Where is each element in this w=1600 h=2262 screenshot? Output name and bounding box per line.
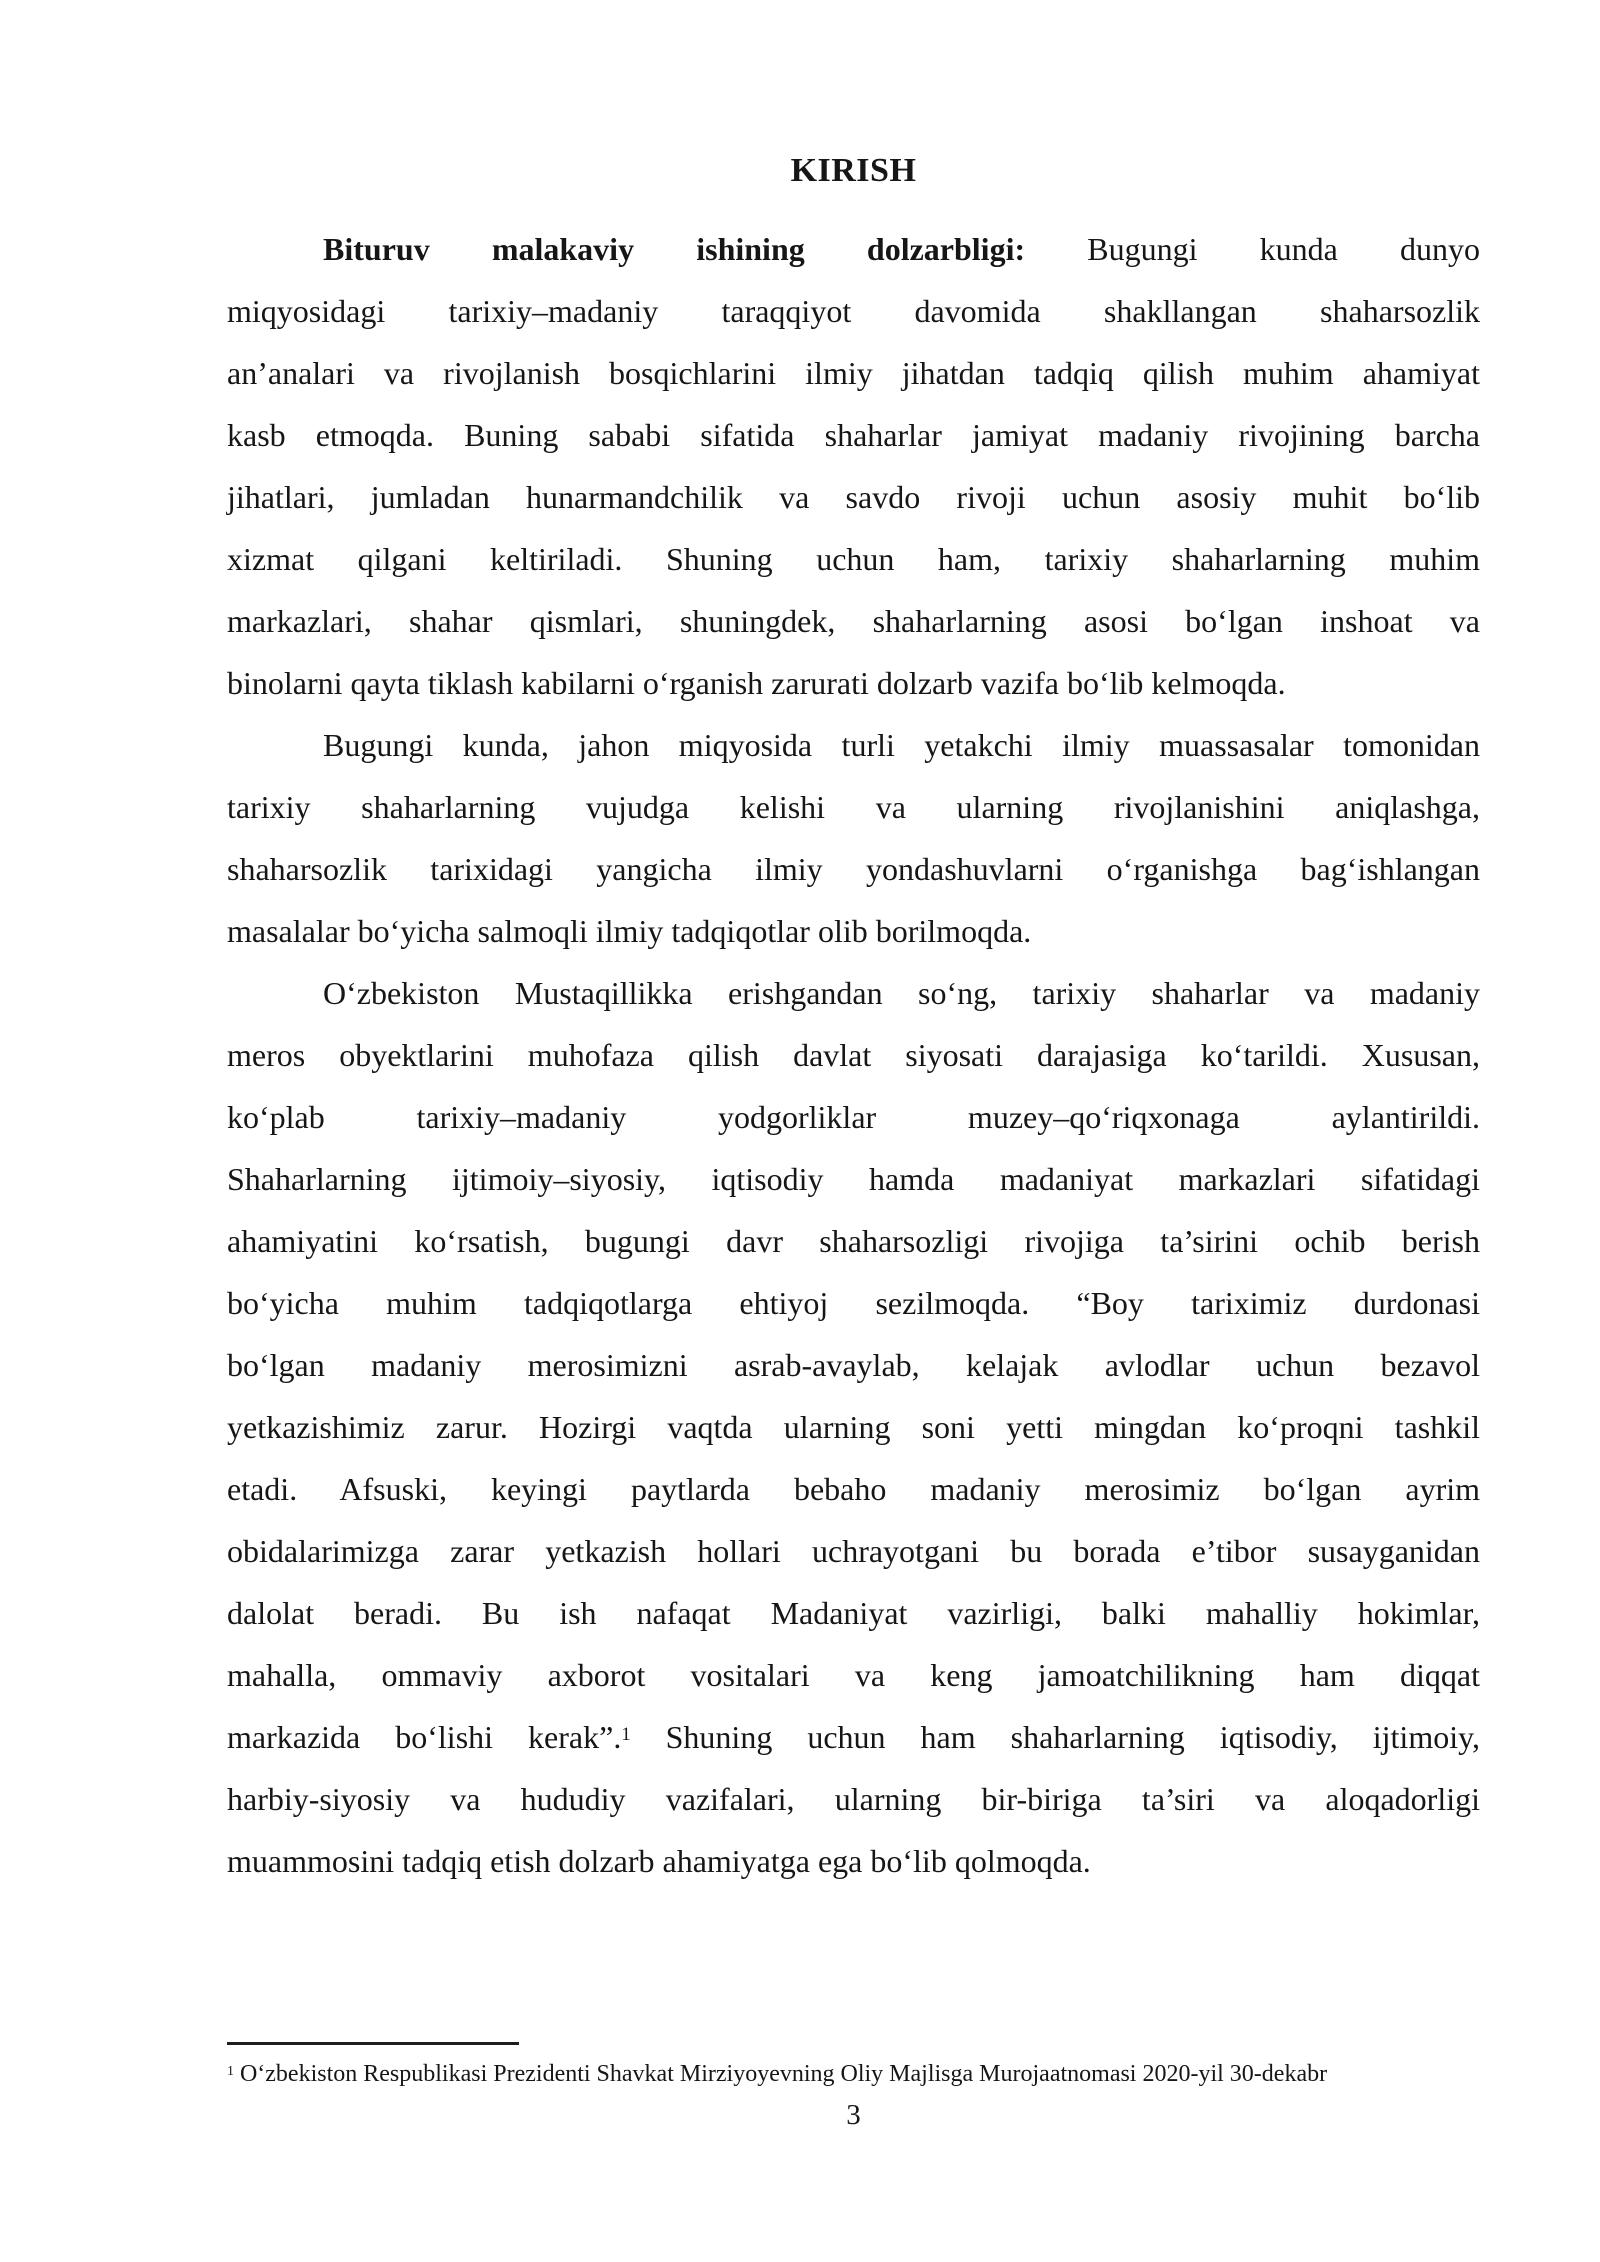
footnote-marker: 1 (227, 2064, 234, 2080)
text-line: O‘zbekiston Mustaqillikka erishgandan so‘ng, tarixiy shaharlar va madaniy (323, 975, 1480, 1011)
text-line: binolarni qayta tiklash kabilarni o‘rganish zarurati dolzarb vazifa bo‘lib kelmoqda. (227, 665, 1286, 701)
text-line: obidalarimizga zarar yetkazish hollari uchrayotgani bu borada e’tibor susayganidan (227, 1533, 1480, 1569)
text-line: etadi. Afsuski, keyingi paytlarda bebaho madaniy merosimiz bo‘lgan ayrim (227, 1471, 1480, 1507)
text-line: miqyosidagi tarixiy–madaniy taraqqiyot davomida shakllangan shaharsozlik (227, 293, 1480, 329)
footnote-text: O‘zbekiston Respublikasi Prezidenti Shavkat Mirziyoyevning Oliy Majlisga Murojaatnomasi 2020-yil 30-dekabr (239, 2061, 1328, 2087)
text-line: bo‘yicha muhim tadqiqotlarga ehtiyoj sezilmoqda. “Boy tariximiz durdonasi (227, 1285, 1480, 1321)
text-line: markazlari, shahar qismlari, shuningdek, shaharlarning asosi bo‘lgan inshoat va (227, 603, 1480, 639)
text-line: kasb etmoqda. Buning sababi sifatida shaharlar jamiyat madaniy rivojining barcha (227, 417, 1480, 453)
text-line (227, 1706, 1480, 1768)
text-line: yetkazishimiz zarur. Hozirgi vaqtda ularning soni yetti mingdan ko‘proqni tashkil (227, 1409, 1480, 1445)
text-line: dalolat beradi. Bu ish nafaqat Madaniyat vazirligi, balki mahalliy hokimlar, (227, 1595, 1480, 1631)
text-segment: Bugungi kunda dunyo (1087, 231, 1481, 267)
text-line: meros obyektlarini muhofaza qilish davlat siyosati darajasiga ko‘tarildi. Xususan, (227, 1037, 1480, 1073)
text-line: harbiy-siyosiy va hududiy vazifalari, ularning bir-biriga ta’siri va aloqadorligi (227, 1781, 1480, 1817)
text-line: ahamiyatini ko‘rsatish, bugungi davr shaharsozligi rivojiga ta’sirini ochib berish (227, 1223, 1480, 1259)
paragraph-1 (227, 218, 1480, 714)
text-line: Bugungi kunda, jahon miqyosida turli yetakchi ilmiy muassasalar tomonidan (323, 727, 1480, 763)
text-line: xizmat qilgani keltiriladi. Shuning uchun ham, tarixiy shaharlarning muhim (227, 541, 1480, 577)
text-line: an’analari va rivojlanish bosqichlarini ilmiy jihatdan tadqiq qilish muhim ahamiyat (227, 355, 1480, 391)
page-title: KIRISH (790, 152, 917, 189)
text-line: ko‘plab tarixiy–madaniy yodgorliklar muzey–qo‘riqxonaga aylantirildi. (227, 1099, 1480, 1135)
text-column (227, 140, 1480, 1892)
footnote (227, 2056, 1480, 2092)
text-line: jihatlari, jumladan hunarmandchilik va savdo rivoji uchun asosiy muhit bo‘lib (227, 479, 1480, 515)
text-line (227, 218, 1480, 280)
text-line: tarixiy shaharlarning vujudga kelishi va ularning rivojlanishini aniqlashga, (227, 789, 1480, 825)
footnote-separator (227, 2042, 519, 2045)
text-line: masalalar bo‘yicha salmoqli ilmiy tadqiqotlar olib borilmoqda. (227, 913, 1032, 949)
text-line: muammosini tadqiq etish dolzarb ahamiyatga ega bo‘lib qolmoqda. (227, 1843, 1091, 1879)
page-number: 3 (846, 2099, 861, 2131)
paragraph-2 (227, 714, 1480, 962)
bold-lead-phrase: Bituruv malakaviy ishining dolzarbligi: (323, 231, 1026, 267)
text-segment: markazida bo‘lishi kerak”. (227, 1719, 622, 1755)
text-segment: Shuning uchun ham shaharlarning iqtisodiy, ijtimoiy, (665, 1719, 1481, 1755)
text-line: Shaharlarning ijtimoiy–siyosiy, iqtisodiy hamda madaniyat markazlari sifatidagi (227, 1161, 1480, 1197)
paragraph-3 (227, 962, 1480, 1892)
footnote-reference: 1 (621, 1723, 631, 1745)
text-line: bo‘lgan madaniy merosimizni asrab-avaylab, kelajak avlodlar uchun bezavol (227, 1347, 1480, 1383)
text-line: mahalla, ommaviy axborot vositalari va keng jamoatchilikning ham diqqat (227, 1657, 1480, 1693)
text-line: shaharsozlik tarixidagi yangicha ilmiy yondashuvlarni o‘rganishga bag‘ishlangan (227, 851, 1480, 887)
